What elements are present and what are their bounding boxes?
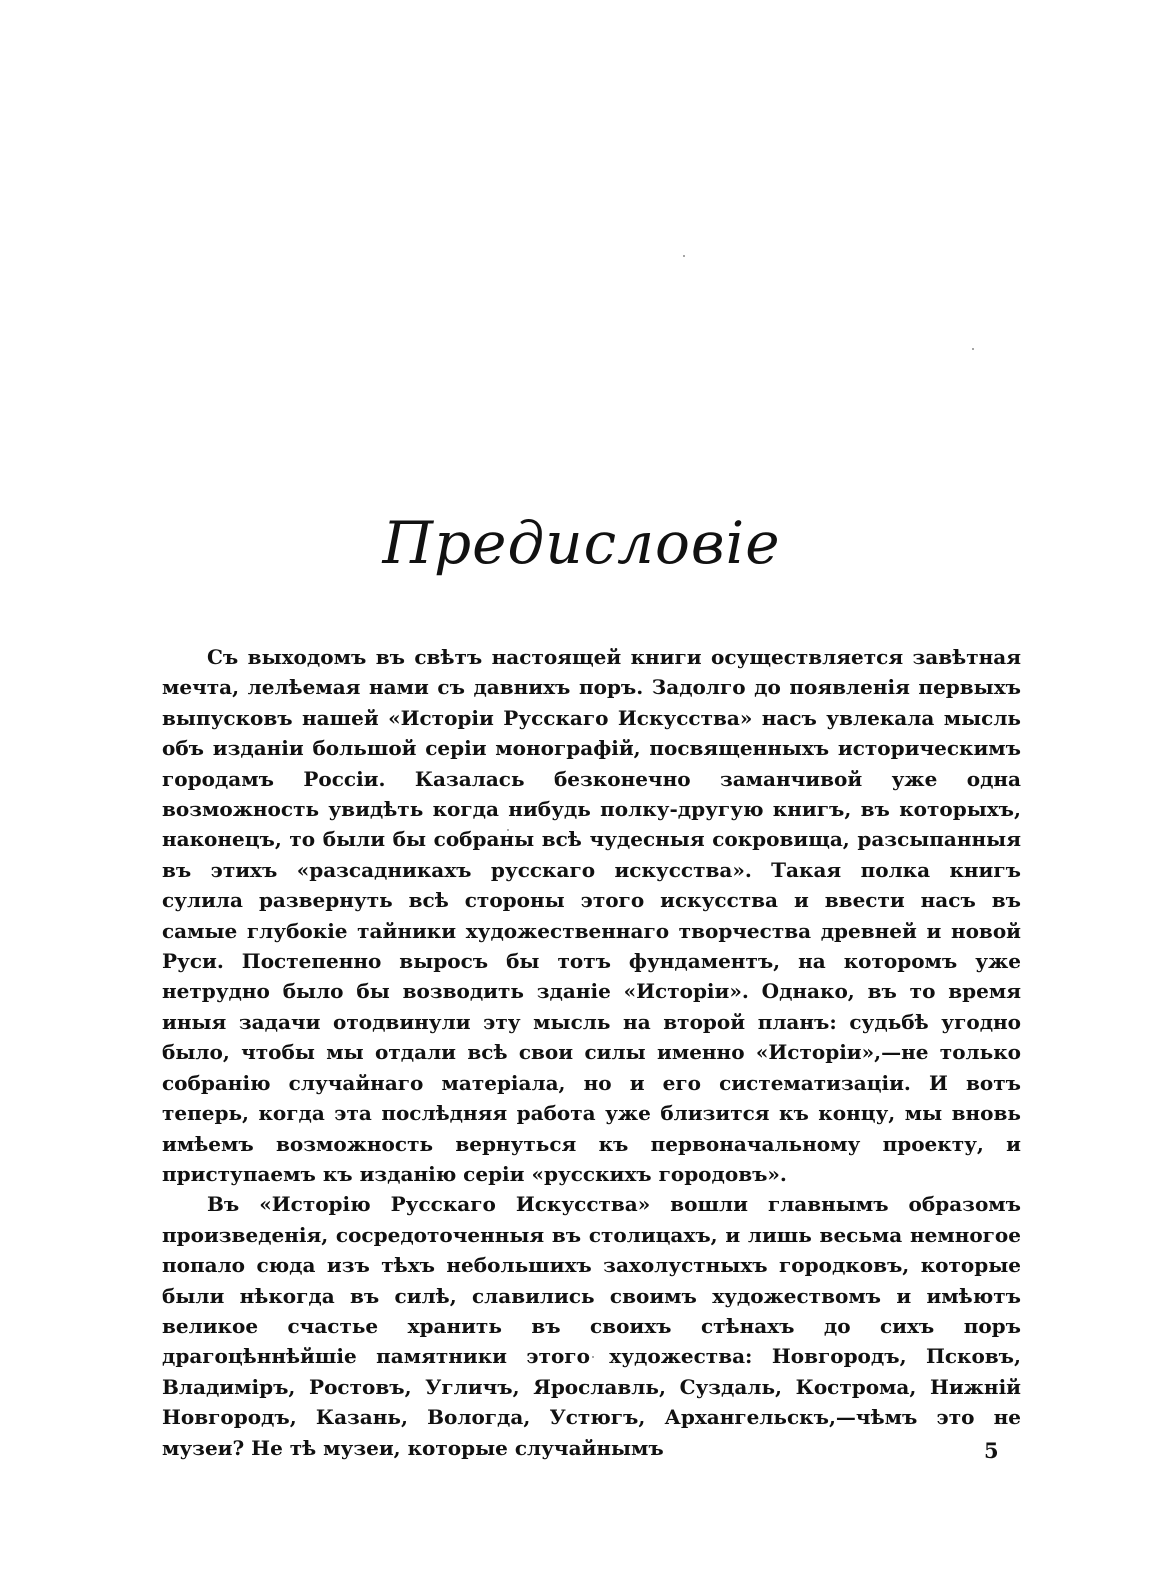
chapter-title: Предисловіе — [382, 508, 781, 577]
paragraph: Въ «Исторію Русскаго Искусства» вошли главнымъ образомъ произведенія, сосредоточенныя въ столицахъ, и лишь весьма немногое попало сюда изъ тѣхъ небольшихъ захолустныхъ городковъ, которые были нѣкогда въ силѣ, славились своимъ художествомъ и имѣютъ великое счастье хранить въ своихъ стѣнахъ до сихъ поръ драгоцѣннѣйшіе памятники этого художества: Новгородъ, Псковъ, Владиміръ, Ростовъ, Угличъ, Ярославль, Суздаль, Кострома, Нижній Новгородъ, Казань, Вологда, Устюгъ, Архангельскъ,—чѣмъ это не музеи? Не тѣ музеи, которые случайнымъ — [162, 1192, 1021, 1460]
scan-speck — [683, 255, 685, 257]
scan-speck — [972, 348, 974, 350]
body-text — [162, 642, 1021, 1463]
paragraph: Съ выходомъ въ свѣтъ настоящей книги осуществляется завѣтная мечта, лелѣемая нами съ давнихъ поръ. Задолго до появленія первыхъ выпусковъ нашей «Исторіи Русскаго Искусства» насъ увлекала мысль объ изданіи большой серіи монографій, посвященныхъ историческимъ городамъ Россіи. Казалась безконечно заманчивой уже одна возможность увидѣть когда нибудь полку-другую книгъ, въ которыхъ, наконецъ, то были бы собраны всѣ чудесныя сокровища, разсыпанныя въ этихъ «разсадникахъ русскаго искусства». Такая полка книгъ сулила развернуть всѣ стороны этого искусства и ввести насъ въ самые глубокіе тайники художественнаго творчества древней и новой Руси. Постепенно выросъ бы тотъ фундаментъ, на которомъ уже нетрудно было бы возводить зданіе «Исторіи». Однако, въ то время иныя задачи отодвинули эту мысль на второй планъ: судьбѣ угодно было, чтобы мы отдали всѣ свои силы именно «Исторіи»,—не только собранію случайнаго матеріала, но и его систематизаціи. И вотъ теперь, когда эта послѣдняя работа уже близится къ концу, мы вновь имѣемъ возможность вернуться къ первоначальному проекту, и приступаемъ къ изданію серіи «русскихъ городовъ». — [162, 645, 1021, 1186]
page-number: 5 — [984, 1438, 999, 1463]
